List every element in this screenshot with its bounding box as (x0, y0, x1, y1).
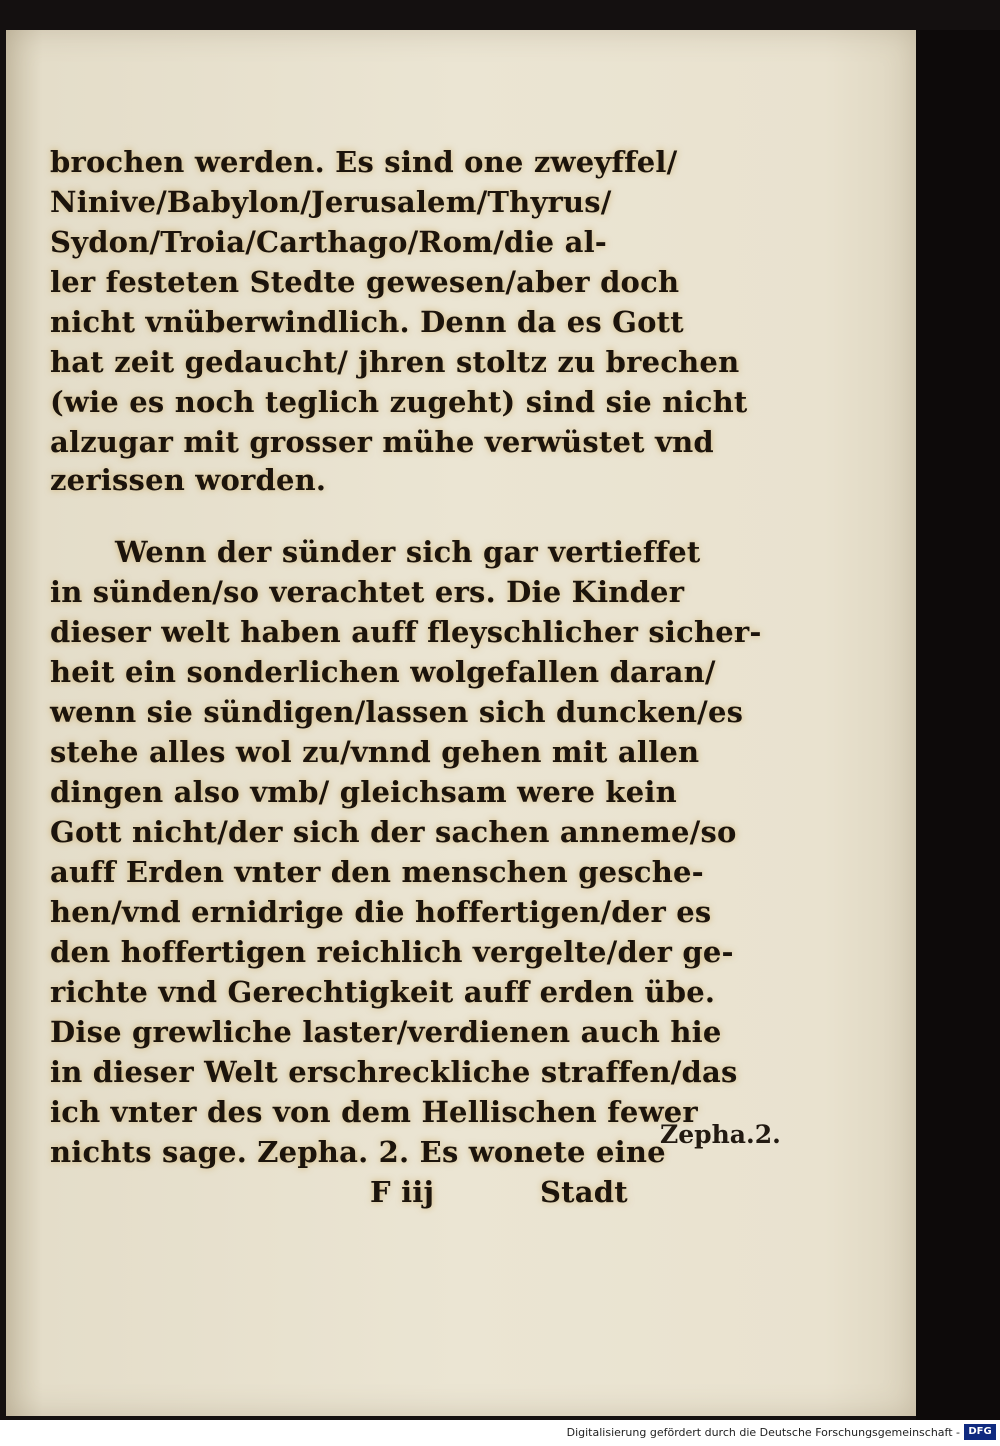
text-line: Gott nicht/der sich der sachen anneme/so (50, 815, 737, 849)
text-line: auff Erden vnter den menschen gesche- (50, 855, 704, 889)
text-line: richte vnd Gerechtigkeit auff erden übe. (50, 975, 716, 1009)
text-line: zerissen worden. (50, 463, 327, 497)
text-line: dingen also vmb/ gleichsam were kein (50, 775, 677, 809)
text-line: Sydon/Troia/Carthago/Rom/die al- (50, 225, 608, 259)
funding-credit: Digitalisierung gefördert durch die Deutsche Forschungsgemeinschaft - (566, 1426, 960, 1439)
text-line: Ninive/Babylon/Jerusalem/Thyrus/ (50, 185, 612, 219)
text-line: dieser welt haben auff fleyschlicher sicher- (50, 615, 762, 649)
paragraph-first-line: Wenn der sünder sich gar vertieffet (115, 535, 701, 569)
text-line: in dieser Welt erschreckliche straffen/das (50, 1055, 738, 1089)
text-line: ler festeten Stedte gewesen/aber doch (50, 265, 680, 299)
text-line: alzugar mit grosser mühe verwüstet vnd (50, 425, 714, 459)
dfg-logo: DFG (964, 1424, 996, 1440)
text-line: heit ein sonderlichen wolgefallen daran/ (50, 655, 716, 689)
text-line: hat zeit gedaucht/ jhren stoltz zu brechen (50, 345, 740, 379)
text-line: ich vnter des von dem Hellischen fewer (50, 1095, 698, 1129)
text-line: den hoffertigen reichlich vergelte/der ge- (50, 935, 734, 969)
text-line: wenn sie sündigen/lassen sich duncken/es (50, 695, 744, 729)
text-line: nichts sage. Zepha. 2. Es wonete eine (50, 1135, 666, 1169)
text-line: brochen werden. Es sind one zweyffel/ (50, 145, 678, 179)
footer-bar (0, 1420, 1000, 1446)
text-line: hen/vnd ernidrige die hoffertigen/der es (50, 895, 712, 929)
catchword: Stadt (540, 1175, 628, 1209)
text-line: in sünden/so verachtet ers. Die Kinder (50, 575, 685, 609)
text-line: Dise grewliche laster/verdienen auch hie (50, 1015, 722, 1049)
margin-note: Zepha.2. (660, 1120, 781, 1149)
text-line: nicht vnüberwindlich. Denn da es Gott (50, 305, 684, 339)
text-line: (wie es noch teglich zugeht) sind sie nicht (50, 385, 748, 419)
signature-mark: F iij (370, 1175, 435, 1209)
bleed-through-text (786, 455, 791, 475)
text-line: stehe alles wol zu/vnnd gehen mit allen (50, 735, 700, 769)
scan-edge-strip (916, 30, 1000, 1420)
